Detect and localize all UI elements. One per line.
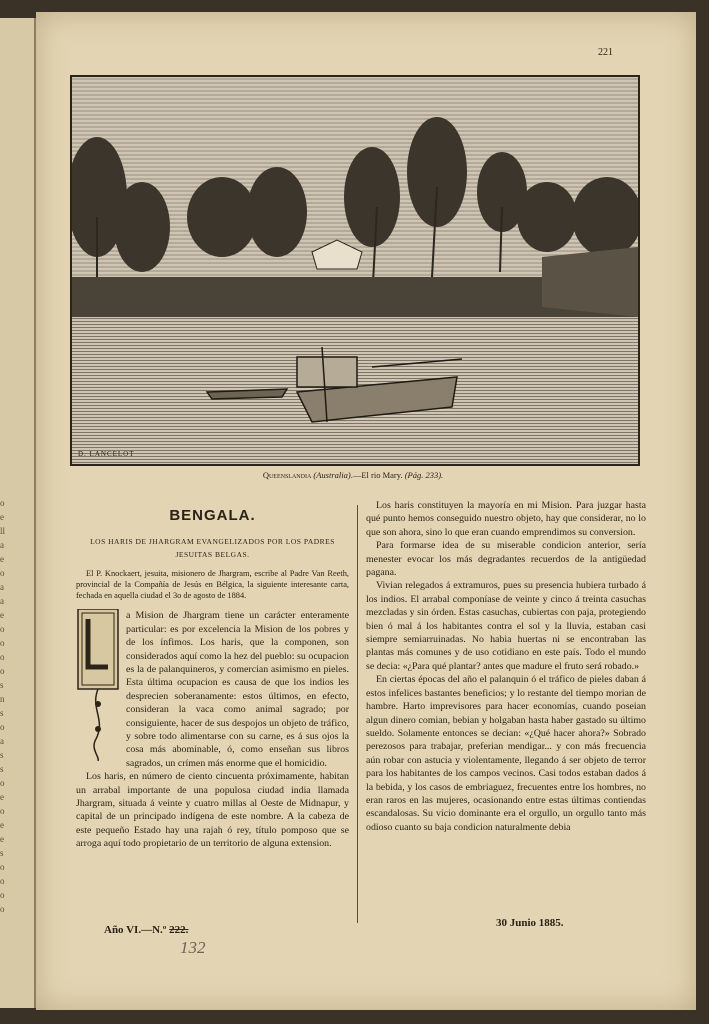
caption-ref: (Pág. 233).: [404, 470, 444, 480]
caption-place: Queenslandia: [262, 470, 312, 480]
margin-fragment: e: [0, 834, 4, 844]
paragraph: Los haris, en número de ciento cincuenta próximamente, habitan un arrabal importante de una populosa ciudad india llamada Jhargram, situada á veinte y cuatro millas al Oeste de Midnapur, y capital de un principado indígena de este nombre. A la cabeza de este pequeño Estado hay una rajah ó rey, título pomposo que se arroga aquí todo propietario de un territorio de alguna extension.: [76, 771, 349, 850]
margin-fragment: o: [0, 806, 5, 816]
margin-fragment: e: [0, 820, 4, 830]
margin-fragment: n: [0, 694, 5, 704]
margin-fragment: e: [0, 610, 4, 620]
margin-fragment: o: [0, 778, 5, 788]
margin-fragment: s: [0, 680, 4, 690]
issue-number: [104, 924, 188, 936]
left-body: [76, 609, 349, 850]
margin-fragment: o: [0, 862, 5, 872]
margin-fragment: o: [0, 722, 5, 732]
paragraph: Vivian relegados á extramuros, pues su presencia hubiera turbado á los indios. El arrabal componíase de veinte y cinco á treinta casuchas mezcladas y sin órden. Estas casuchas, cubiertas con paja, protegiendo bien ó mal á los habitantes contra el sol y la lluvia, estaban casi siempre semiarruinadas. No habia huertas ni se encontraban las plantas más comunes y de uso cotidiano en este país. Todo el mundo se decia: «¿Para qué plantar? antes que madure el fruto será robado.»: [366, 580, 646, 672]
margin-fragment: ll: [0, 526, 6, 536]
caption-subject: .—El rio Mary.: [350, 470, 403, 480]
margin-fragment: o: [0, 624, 5, 634]
figure-caption: [70, 470, 636, 480]
margin-fragment: a: [0, 582, 4, 592]
engraver-signature: D. LANCELOT: [78, 450, 135, 458]
margin-fragment: o: [0, 498, 5, 508]
article-title: BENGALA.: [169, 507, 256, 524]
left-column: [76, 507, 349, 851]
paragraph: Los haris constituyen la mayoría en mi Mision. Para juzgar hasta qué punto hemos conseguido nuestro objeto, hay que considerar, no lo que son ahora, sino lo que eran cuando emprendimos su conversion.: [366, 500, 646, 538]
margin-fragment: a: [0, 736, 4, 746]
margin-fragment: a: [0, 596, 4, 606]
page-number: 221: [598, 47, 613, 58]
margin-fragment: o: [0, 666, 5, 676]
issue-prefix: Año VI.—N.º: [104, 924, 167, 936]
margin-fragment: o: [0, 652, 5, 662]
right-column: [366, 499, 646, 834]
margin-fragment: o: [0, 638, 5, 648]
margin-fragment: e: [0, 512, 4, 522]
margin-fragment: e: [0, 554, 4, 564]
issue-date: 30 Junio 1885.: [496, 917, 564, 929]
handwritten-annotation: 132: [180, 938, 206, 957]
paragraph: Para formarse idea de su miserable condicion anterior, sería menester evocar los más degradantes recuerdos de la antigüedad pagana.: [366, 540, 646, 579]
engraving-illustration: [70, 75, 640, 466]
column-divider: [357, 505, 358, 923]
margin-fragment: o: [0, 876, 5, 886]
margin-fragment: a: [0, 540, 4, 550]
margin-fragment: s: [0, 764, 4, 774]
margin-fragment: e: [0, 792, 4, 802]
article-intro: El P. Knockaert, jesuita, misionero de Jhargram, escribe al Padre Van Reeth, provincial de la Compañía de Jesús en Bélgica, la siguiente interesante carta, fechada en aquella ciudad el 3o de agosto de 1884.: [76, 569, 349, 600]
article-subtitle: LOS HARIS DE JHARGRAM EVANGELIZADOS POR LOS PADRES JESUITAS BELGAS.: [90, 537, 335, 559]
decorated-initial-icon: [76, 609, 120, 761]
paragraph: En ciertas épocas del año el palanquin ó el tráfico de pieles daban á estos infelices bastantes beneficios; y lo restante del tiempo morian de hambre. Harto imprevisores para hacer economías, cuando poseian algun dinero comian, bebian y holgaban hasta haber gastado su último sueldo. Solamente entonces se decian: «¿Qué hacer ahora?» Sobrado perezosos para trabajar, preferian mendigar... y con más frecuencia aún robar con astucia y violentamente, llegando á ser objeto de terror para los habitantes de los campos vecinos. Casi todos estaban dados á la bebida, y los casos de embriaguez, frecuentes entre los hombres, no eran raros en las mujeres, ocasionando entre estas últimas contiendas escandalosas. Su vicio dominante era el orgullo, un orgullo tanto más odioso cuanto su baja condicion naturalmente debia: [366, 674, 646, 833]
margin-fragment: s: [0, 848, 4, 858]
margin-fragment: o: [0, 568, 5, 578]
issue-number-struck: 222.: [169, 924, 189, 936]
margin-fragment: o: [0, 904, 5, 914]
adjacent-page-edge: [0, 18, 36, 1008]
paragraph: a Mision de Jhargram tiene un carácter enteramente particular: es por excelencia la Mision de los pobres y de los ínfimos. Los haris, que la componen, son considerados aquí como la hez del pueblo: su ocupacion es la de palanquineros, y comercian asimismo en pieles. Esta última ocupacion es causa de que los indios les desprecien soberanamente: estos últimos, en efecto, consideran la vaca como animal sagrado; por consiguiente, hacer de sus despojos un objeto de tráfico, y sobre todo alimentarse con su carne, es á sus ojos la cosa más abominable, ó, como enseñan sus libros sagrados, un crímen más enorme que el homicidio.: [126, 610, 349, 769]
margin-fragment: o: [0, 890, 5, 900]
caption-region: (Australia): [313, 470, 351, 480]
margin-fragment: s: [0, 750, 4, 760]
margin-fragment: s: [0, 708, 4, 718]
